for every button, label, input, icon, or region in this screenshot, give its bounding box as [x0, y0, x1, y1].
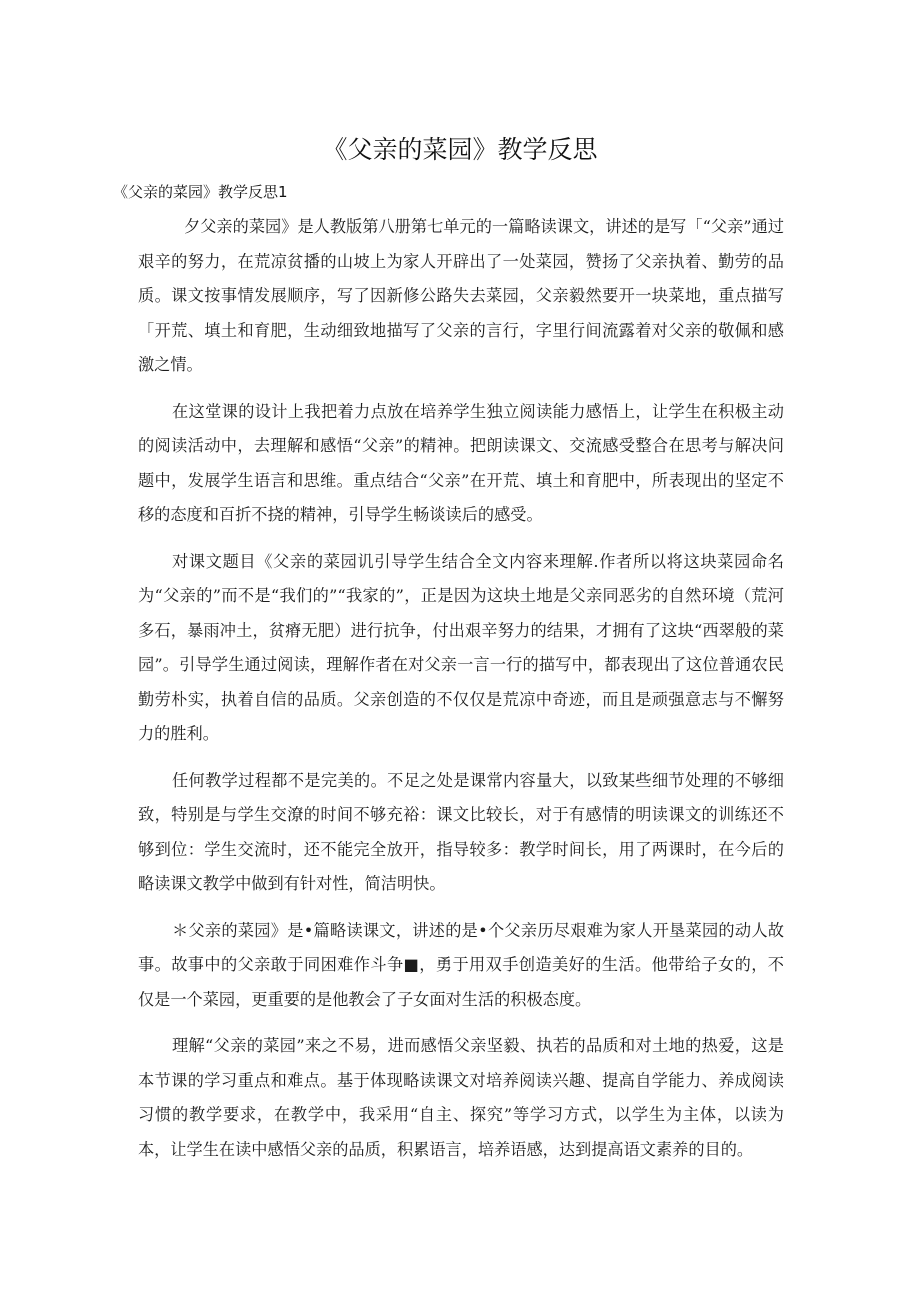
paragraph-6: 理解“父亲的菜园”来之不易，进而感悟父亲坚毅、执若的品质和对土地的热爱，这是本节课的学习重点和难点。基于体现略读课文对培养阅读兴趣、提高自学能力、养成阅读习惯的教学要求，在教学中，我采用“自主、探究”等学习方式，以学生为主体，以读为本，让学生在读中感悟父亲的品质，积累语言，培养语感，达到提高语文素养的目的。 — [138, 1036, 784, 1159]
paragraph-2: 在这堂课的设计上我把着力点放在培养学生独立阅读能力感悟上，让学生在积极主动的阅读活动中，去理解和感悟“父亲”的精神。把朗读课文、交流感受整合在思考与解决问题中，发展学生语言和思维。重点结合“父亲”在开荒、填土和育肥中，所表现出的坚定不移的态度和百折不挠的精神，引导学生畅谈读后的感受。 — [138, 401, 784, 524]
section-subtitle: 《父亲的菜园》教学反思1 — [113, 183, 288, 201]
paragraph-3: 对课文题目《父亲的菜园讥引导学生结合全文内容来理解.作者所以将这块菜园命名为“父亲的”而不是“我们的”“我家的”，正是因为这块土地是父亲同恶劣的自然环境（荒河多石，暴雨冲土，贫瘠无肥）进行抗争，付出艰辛努力的结果，才拥有了这块“西翠般的菜园”。引导学生通过阅读，理解作者在对父亲一言一行的描写中，都表现出了这位普通农民勤劳朴实，执着自信的品质。父亲创造的不仅仅是荒凉中奇迹，而且是顽强意志与不懈努力的胜利。 — [138, 551, 784, 743]
paragraph-4: 任何教学过程都不是完美的。不足之处是课常内容量大，以致某些细节处理的不够细致，特别是与学生交潦的时间不够充裕：课文比较长，对于有感情的明读课文的训练还不够到位：学生交流时，还不能完全放开，指导较多：教学时间长，用了两课时，在今后的略读课文教学中做到有针对性，简洁明快。 — [138, 770, 784, 893]
paragraph-1: 夕父亲的菜园》是人教版第八册第七单元的一篇略读课文，讲述的是写「“父亲”通过艰辛的努力，在荒凉贫播的山坡上为家人开辟出了一处菜园，赞扬了父亲执着、勤劳的品质。课文按事情发展顺序，写了因新修公路失去菜园，父亲毅然要开一块菜地，重点描写「开荒、填土和育肥，生动细致地描写了父亲的言行，字里行间流露着对父亲的敬佩和感激之情。 — [138, 217, 784, 374]
document-body — [138, 210, 784, 1179]
document-title: 《父亲的菜园》教学反思 — [322, 135, 598, 164]
paragraph-5: ＊父亲的菜园》是•篇略读课文，讲述的是•个父亲历尽艰难为家人开垦菜园的动人故事。故事中的父亲敢于同困难作斗争■，勇于用双手创造美好的生活。他带给子女的，不仅是一个菜园，更重要的是他教会了子女面对生活的积极态度。 — [138, 920, 784, 1009]
